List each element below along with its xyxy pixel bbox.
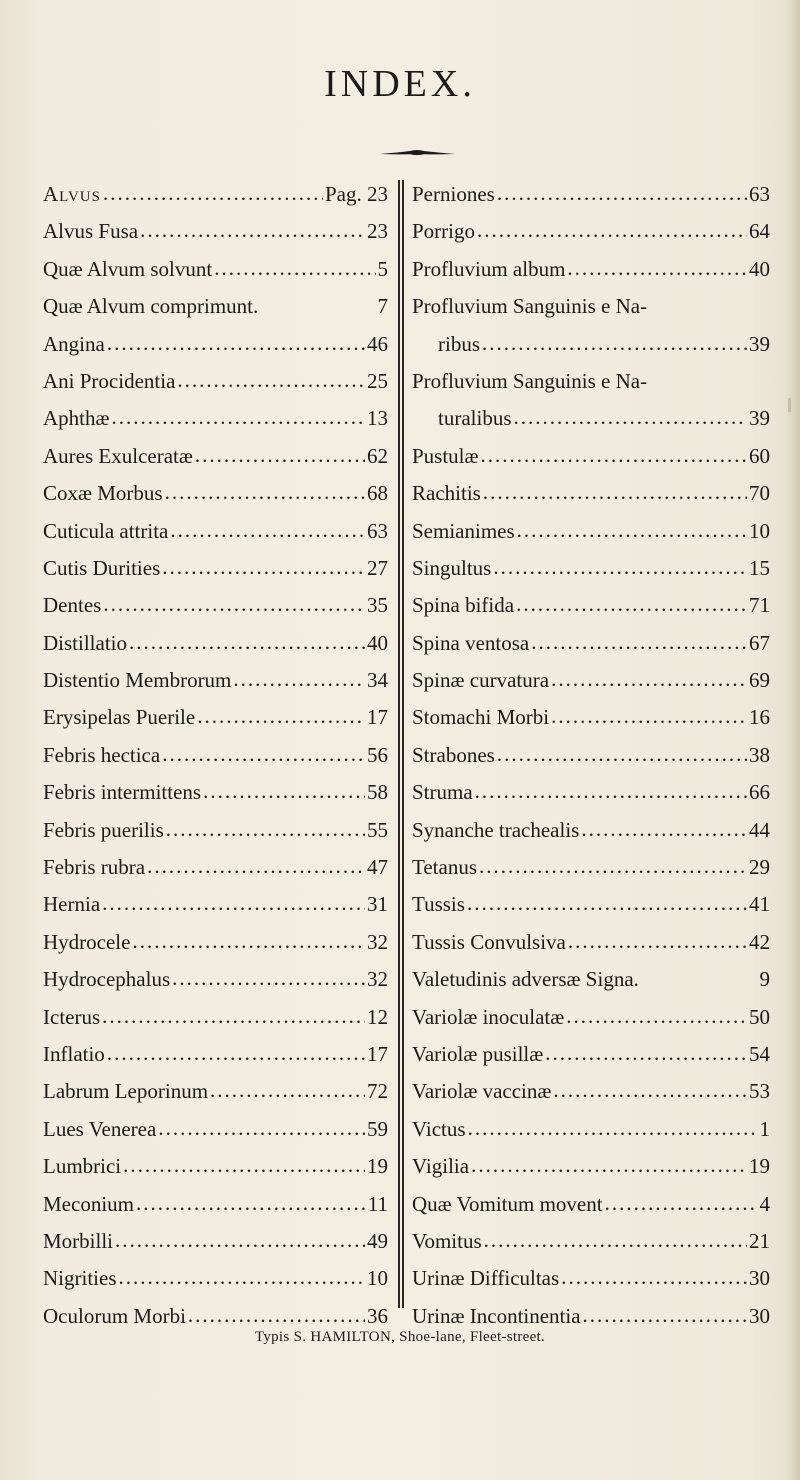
index-term: Strabones: [412, 742, 495, 767]
index-page-number: 72: [367, 1079, 388, 1104]
index-term: Cuticula attrita: [43, 518, 169, 543]
index-term: Coxæ Morbus: [43, 481, 163, 506]
index-term: Struma: [412, 780, 473, 805]
index-page-number: 17: [367, 705, 388, 730]
dot-leader: [467, 885, 747, 922]
index-entry: [412, 812, 770, 849]
index-term: Cutis Durities: [43, 555, 161, 580]
column-divider-rule: [398, 180, 400, 1308]
index-entry: [412, 924, 770, 961]
dot-leader: [107, 325, 365, 362]
dot-leader: [162, 736, 365, 773]
index-page-number: 27: [367, 555, 388, 580]
index-entry: [412, 400, 770, 437]
dot-leader: [581, 811, 747, 848]
dot-leader: [561, 1259, 747, 1296]
index-term: Lumbrici: [43, 1154, 122, 1179]
dot-leader: [214, 250, 375, 287]
index-page-number: 9: [759, 967, 770, 992]
index-term: Valetudinis adversæ Signa.: [412, 967, 639, 992]
index-page-number: 59: [367, 1116, 388, 1141]
index-entry: [412, 625, 770, 662]
index-page-number: 29: [749, 855, 770, 880]
printer-imprint: Typis S. HAMILTON, Shoe-lane, Fleet-street.: [254, 1329, 546, 1345]
index-entry: [43, 363, 388, 400]
index-entry: [43, 699, 388, 736]
index-page-number: 13: [367, 406, 388, 431]
index-entry: [412, 1148, 770, 1185]
index-entry: [43, 550, 388, 587]
dot-leader: [484, 1222, 747, 1259]
index-page-number: 47: [367, 855, 388, 880]
index-page-number: 4: [759, 1191, 770, 1216]
index-term: Quæ Alvum solvunt: [43, 256, 213, 281]
index-term: Semianimes: [412, 518, 515, 543]
index-entry: [412, 326, 770, 363]
index-term: Profluvium album: [412, 256, 566, 281]
dot-leader: [112, 399, 365, 436]
index-term: Inflatio: [43, 1041, 105, 1066]
index-entry: [412, 288, 770, 325]
index-entry: [412, 1111, 770, 1148]
index-page-number: 54: [749, 1041, 770, 1066]
dot-leader: [471, 1147, 747, 1184]
dot-leader: [102, 998, 365, 1035]
index-page-number: 21: [749, 1228, 770, 1253]
index-page-number: 55: [367, 817, 388, 842]
index-term: Variolæ vaccinæ: [412, 1079, 552, 1104]
index-page-number: 56: [367, 742, 388, 767]
index-entry: [43, 1073, 388, 1110]
dot-leader: [568, 923, 747, 960]
dot-leader: [132, 923, 365, 960]
index-page-number: 30: [749, 1303, 770, 1328]
index-entry: [412, 886, 770, 923]
index-term: ribus: [438, 331, 480, 356]
dot-leader: [166, 811, 365, 848]
dot-leader: [136, 1185, 366, 1222]
index-term: Febris intermittens: [43, 780, 202, 805]
index-page-number: 11: [367, 1191, 388, 1216]
index-term: Urinæ Difficultas: [412, 1266, 560, 1291]
index-page-number: 50: [749, 1004, 770, 1029]
index-entry: [412, 363, 770, 400]
index-page-number: 39: [749, 406, 770, 431]
index-term: Variolæ inoculatæ: [412, 1004, 565, 1029]
index-page-number: 17: [367, 1041, 388, 1066]
index-page-number: 31: [367, 892, 388, 917]
dot-leader: [115, 1222, 365, 1259]
index-page-number: 70: [749, 481, 770, 506]
index-page-number: 23: [367, 219, 388, 244]
index-page-number: 30: [749, 1266, 770, 1291]
index-entry: [412, 1036, 770, 1073]
dot-leader: [479, 848, 747, 885]
dot-leader: [553, 1072, 747, 1109]
index-column-right: [412, 176, 770, 1335]
dot-leader: [129, 624, 365, 661]
index-page-number: 10: [749, 518, 770, 543]
index-entry: [412, 1186, 770, 1223]
dot-leader: [482, 325, 747, 362]
index-entry: [43, 176, 388, 213]
dot-leader: [477, 212, 747, 249]
index-page-number: 32: [367, 929, 388, 954]
index-page-number: 63: [749, 182, 770, 206]
dot-leader: [493, 549, 747, 586]
index-term: Profluvium Sanguinis e Na-: [412, 294, 648, 319]
page-edge-shading: [786, 0, 800, 1480]
dot-leader: [497, 175, 747, 212]
index-term: Distillatio: [43, 630, 127, 655]
index-page-number: 12: [367, 1004, 388, 1029]
index-term: Alvus: [43, 182, 101, 206]
index-term: Vomitus: [412, 1228, 482, 1253]
index-page-number: 44: [749, 817, 770, 842]
dot-leader: [102, 885, 365, 922]
index-page-number: 38: [749, 742, 770, 767]
index-entry: [412, 1223, 770, 1260]
index-term: Spina ventosa: [412, 630, 530, 655]
dot-leader: [140, 212, 365, 249]
index-term: Meconium: [43, 1191, 134, 1216]
index-term: Pustulæ: [412, 443, 479, 468]
index-page-number: 41: [749, 892, 770, 917]
dot-leader: [233, 661, 365, 698]
index-entry: [412, 699, 770, 736]
index-entry: [43, 737, 388, 774]
index-term: Oculorum Morbi: [43, 1303, 186, 1328]
index-entry: [412, 176, 770, 213]
index-page-number: 67: [749, 630, 770, 655]
index-page-number: 62: [367, 443, 388, 468]
index-page-number: 39: [749, 331, 770, 356]
dot-leader: [481, 437, 747, 474]
index-page-number: 19: [367, 1154, 388, 1179]
index-entry: [43, 961, 388, 998]
index-column-left: [43, 176, 388, 1335]
dot-leader: [210, 1072, 365, 1109]
index-term: Tussis: [412, 892, 465, 917]
index-term: Tussis Convulsiva: [412, 929, 566, 954]
index-page-number: 63: [367, 518, 388, 543]
index-term: Febris hectica: [43, 742, 161, 767]
index-entry: [43, 326, 388, 363]
index-entry: [43, 662, 388, 699]
index-page-number: Pag. 23: [325, 182, 388, 206]
index-term: Lues Venerea: [43, 1116, 157, 1141]
index-entry: [43, 438, 388, 475]
index-entry: [43, 251, 388, 288]
dot-leader: [103, 175, 323, 212]
index-page-number: 16: [749, 705, 770, 730]
index-page-number: 25: [367, 368, 388, 393]
index-term: Quæ Vomitum movent: [412, 1191, 603, 1216]
index-entry: [412, 251, 770, 288]
dot-leader: [103, 586, 365, 623]
index-term: Nigrities: [43, 1266, 117, 1291]
dot-leader: [605, 1185, 758, 1222]
dot-leader: [551, 661, 747, 698]
index-term: Hernia: [43, 892, 101, 917]
index-entry: [43, 1260, 388, 1297]
index-entry: [43, 924, 388, 961]
index-term: Aphthæ: [43, 406, 110, 431]
index-page-number: 5: [377, 256, 388, 281]
index-page-number: 35: [367, 593, 388, 618]
index-entry: [43, 475, 388, 512]
index-entry: [43, 1223, 388, 1260]
index-entry: [43, 625, 388, 662]
index-term: Synanche trachealis: [412, 817, 580, 842]
index-entry: [412, 999, 770, 1036]
index-page-number: 69: [749, 668, 770, 693]
index-page-number: 53: [749, 1079, 770, 1104]
dot-leader: [119, 1259, 366, 1296]
index-entry: [412, 587, 770, 624]
dot-leader: [566, 998, 747, 1035]
title-ornament-rule: [380, 148, 455, 158]
dot-leader: [483, 474, 747, 511]
index-page-number: 10: [367, 1266, 388, 1291]
index-entry: [43, 1036, 388, 1073]
index-page-number: 19: [749, 1154, 770, 1179]
index-page-number: 36: [367, 1303, 388, 1328]
index-term: Labrum Leporinum: [43, 1079, 209, 1104]
index-term: Spinæ curvatura: [412, 668, 550, 693]
index-term: Variolæ pusillæ: [412, 1041, 544, 1066]
column-divider-rule: [402, 180, 404, 1308]
index-entry: [412, 213, 770, 250]
index-entry: [412, 662, 770, 699]
index-term: Vigilia: [412, 1154, 470, 1179]
dot-leader: [123, 1147, 365, 1184]
paper-mark: [788, 398, 791, 412]
index-term: Quæ Alvum comprimunt.: [43, 294, 259, 319]
dot-leader: [107, 1035, 365, 1072]
index-page-number: 1: [759, 1116, 770, 1141]
index-page-number: 7: [377, 294, 388, 319]
index-entry: [43, 1111, 388, 1148]
index-entry: [43, 513, 388, 550]
index-term: Icterus: [43, 1004, 101, 1029]
index-entry: [412, 1260, 770, 1297]
index-entry: [412, 961, 770, 998]
index-term: Febris rubra: [43, 855, 146, 880]
index-entry: [412, 849, 770, 886]
dot-leader: [203, 773, 365, 810]
index-term: Distentio Membrorum: [43, 668, 232, 693]
dot-leader: [158, 1110, 365, 1147]
index-term: Aures Exulceratæ: [43, 443, 193, 468]
index-term: Rachitis: [412, 481, 481, 506]
dot-leader: [514, 399, 748, 436]
dot-leader: [551, 698, 747, 735]
index-page-number: 58: [367, 780, 388, 805]
dot-leader: [567, 250, 747, 287]
index-entry: [412, 774, 770, 811]
index-term: Spina bifida: [412, 593, 515, 618]
index-term: Dentes: [43, 593, 102, 618]
dot-leader: [497, 736, 747, 773]
index-page-number: 34: [367, 668, 388, 693]
index-page-number: 60: [749, 443, 770, 468]
index-term: Stomachi Morbi: [412, 705, 550, 730]
index-entry: [412, 475, 770, 512]
dot-leader: [195, 437, 365, 474]
index-page-number: 40: [367, 630, 388, 655]
dot-leader: [197, 698, 365, 735]
index-entry: [43, 886, 388, 923]
index-page-number: 46: [367, 331, 388, 356]
index-entry: [412, 438, 770, 475]
index-entry: [43, 999, 388, 1036]
index-term: Ani Procidentia: [43, 368, 176, 393]
index-term: Porrigo: [412, 219, 475, 244]
index-term: Urinæ Incontinentia: [412, 1303, 581, 1328]
dot-leader: [177, 362, 365, 399]
index-entry: [412, 737, 770, 774]
dot-leader: [516, 586, 747, 623]
index-page-number: 68: [367, 481, 388, 506]
index-term: Erysipelas Puerile: [43, 705, 196, 730]
index-page-number: 66: [749, 780, 770, 805]
index-entry: [43, 774, 388, 811]
dot-leader: [468, 1110, 758, 1147]
index-entry: [43, 587, 388, 624]
index-term: Hydrocephalus: [43, 967, 171, 992]
index-entry: [43, 849, 388, 886]
index-term: Profluvium Sanguinis e Na-: [412, 368, 648, 393]
index-entry: [412, 1073, 770, 1110]
dot-leader: [170, 512, 365, 549]
index-entry: [43, 213, 388, 250]
index-page-number: 42: [749, 929, 770, 954]
index-term: Victus: [412, 1116, 466, 1141]
index-page-number: 49: [367, 1228, 388, 1253]
index-term: turalibus: [438, 406, 512, 431]
index-entry: [43, 812, 388, 849]
index-page-number: 71: [749, 593, 770, 618]
index-term: Hydrocele: [43, 929, 131, 954]
index-page-number: 15: [749, 555, 770, 580]
dot-leader: [172, 960, 365, 997]
index-term: Febris puerilis: [43, 817, 164, 842]
dot-leader: [475, 773, 747, 810]
index-term: Perniones: [412, 182, 495, 206]
index-entry: [43, 400, 388, 437]
index-term: Angina: [43, 331, 105, 356]
index-term: Singultus: [412, 555, 492, 580]
index-entry: [43, 1148, 388, 1185]
index-entry: [43, 1186, 388, 1223]
dot-leader: [165, 474, 365, 511]
index-entry: [43, 288, 388, 325]
index-entry: [412, 513, 770, 550]
dot-leader: [162, 549, 365, 586]
index-term: Alvus Fusa: [43, 219, 139, 244]
dot-leader: [147, 848, 365, 885]
dot-leader: [531, 624, 747, 661]
index-term: Tetanus: [412, 855, 478, 880]
dot-leader: [545, 1035, 747, 1072]
index-page-number: 40: [749, 256, 770, 281]
index-page-number: 64: [749, 219, 770, 244]
page-title: INDEX.: [324, 63, 476, 105]
index-page-number: 32: [367, 967, 388, 992]
index-term: Morbilli: [43, 1228, 114, 1253]
dot-leader: [517, 512, 747, 549]
index-entry: [412, 550, 770, 587]
